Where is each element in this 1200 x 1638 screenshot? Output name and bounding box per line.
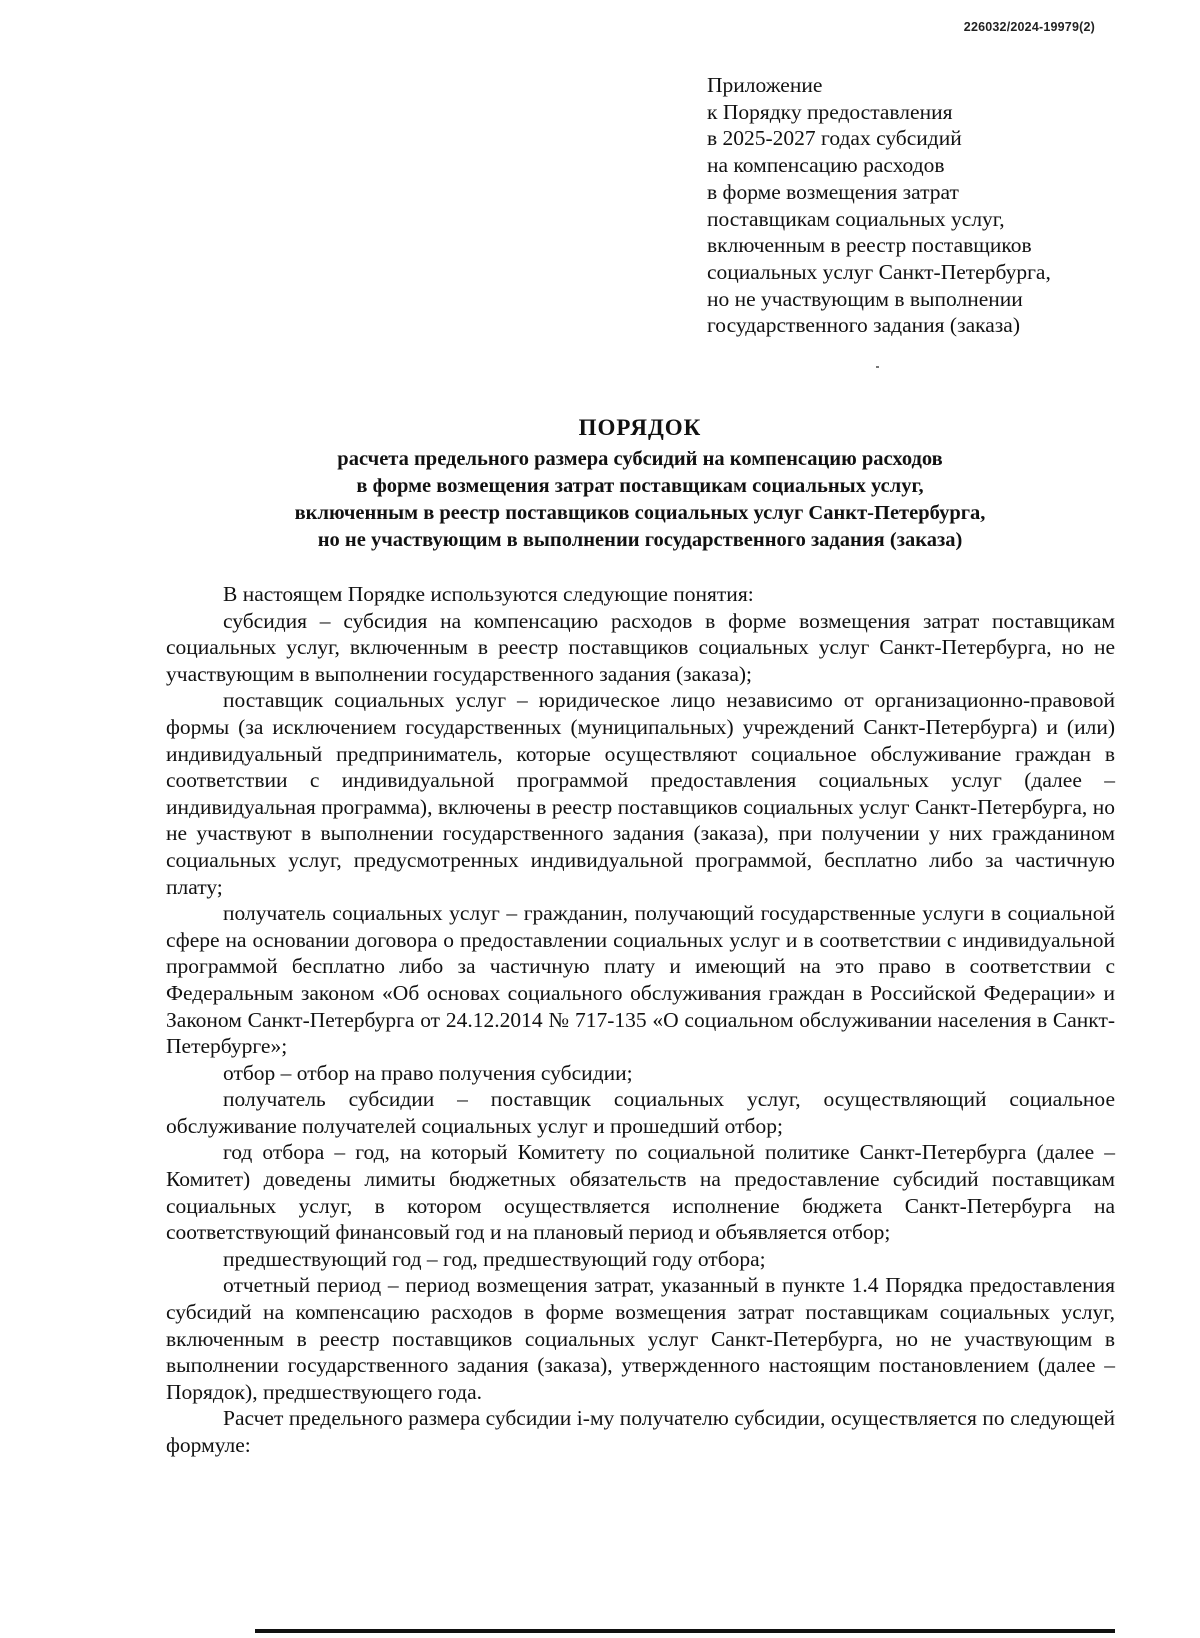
- body-paragraph: год отбора – год, на который Комитету по социальной политике Санкт-Петербурга (далее – Комитет) доведены лимиты бюджетных обязательств на предоставление субсидий поставщикам социальных услуг, в котором осуществляется исполнение бюджета Санкт-Петербурга на соответствующий финансовый год и на плановый период и объявляется отбор;: [166, 1140, 1115, 1245]
- body-paragraph: отбор – отбор на право получения субсидии;: [223, 1060, 633, 1085]
- body-paragraph: отчетный период – период возмещения затрат, указанный в пункте 1.4 Порядка предоставления субсидий на компенсацию расходов в форме возмещения затрат поставщикам социальных услуг, включенным в реестр поставщиков социальных услуг Санкт-Петербурга, но не участвующим в выполнении государственного задания (заказа), утвержденного настоящим постановлением (далее – Порядок), предшествующего года.: [166, 1273, 1115, 1404]
- document-body: [166, 581, 1115, 1459]
- appendix-line: на компенсацию расходов: [707, 153, 945, 178]
- body-paragraph: В настоящем Порядке используются следующие понятия:: [223, 582, 754, 606]
- document-subtitle: [0, 446, 1200, 554]
- document-title: ПОРЯДОК: [578, 415, 702, 440]
- appendix-line: в форме возмещения затрат: [707, 179, 959, 204]
- subtitle-line: включенным в реестр поставщиков социальных услуг Санкт-Петербурга,: [294, 502, 986, 524]
- subtitle-line: расчета предельного размера субсидий на компенсацию расходов: [337, 448, 943, 470]
- appendix-line: поставщикам социальных услуг,: [707, 206, 1005, 231]
- appendix-line: в 2025-2027 годах субсидий: [707, 126, 962, 151]
- appendix-line: социальных услуг Санкт-Петербурга,: [707, 259, 1051, 284]
- body-paragraph: получатель социальных услуг – гражданин, получающий государственные услуги в социальной сфере на основании договора о предоставлении социальных услуг и в соответствии с индивидуальной программой бесплатно либо за частичную плату и имеющий на это право в соответствии с Федеральным законом «Об основах социального обслуживания граждан в Российской Федерации» и Законом Санкт-Петербурга от 24.12.2014 № 717-135 «О социальном обслуживании населения в Санкт-Петербурге»;: [166, 901, 1115, 1059]
- body-paragraph: предшествующий год – год, предшествующий году отбора;: [223, 1246, 766, 1271]
- document-id: 226032/2024-19979(2): [963, 20, 1095, 34]
- page-bottom-rule: [255, 1629, 1115, 1633]
- subtitle-line: в форме возмещения затрат поставщикам социальных услуг,: [356, 475, 924, 497]
- body-paragraph: Расчет предельного размера субсидии i-му получателю субсидии, осуществляется по следующей формуле:: [166, 1406, 1115, 1457]
- scan-artifact: [876, 366, 879, 368]
- body-paragraph: получатель субсидии – поставщик социальных услуг, осуществляющий социальное обслуживание получателей социальных услуг и прошедший отбор;: [166, 1087, 1115, 1138]
- subtitle-line: но не участвующим в выполнении государственного задания (заказа): [317, 529, 963, 551]
- appendix-line: государственного задания (заказа): [707, 313, 1020, 338]
- appendix-line: к Порядку предоставления: [707, 99, 953, 124]
- body-paragraph: поставщик социальных услуг – юридическое лицо независимо от организационно-правовой формы (за исключением государственных (муниципальных) учреждений Санкт-Петербурга) и (или) индивидуальный предприниматель, которые осуществляют социальное обслуживание граждан в соответствии с индивидуальной программой предоставления социальных услуг (далее – индивидуальная программа), включены в реестр поставщиков социальных услуг Санкт-Петербурга, но не участвуют в выполнении государственного задания (заказа), при получении у них гражданином социальных услуг, предусмотренных индивидуальной программой, бесплатно либо за частичную плату;: [166, 688, 1115, 899]
- appendix-line: включенным в реестр поставщиков: [707, 233, 1032, 258]
- appendix-block: [707, 72, 1127, 339]
- appendix-line: Приложение: [707, 73, 823, 97]
- body-paragraph: субсидия – субсидия на компенсацию расходов в форме возмещения затрат поставщикам социальных услуг, включенным в реестр поставщиков социальных услуг Санкт-Петербурга, но не участвующим в выполнении государственного задания (заказа);: [166, 608, 1115, 686]
- appendix-line: но не участвующим в выполнении: [707, 286, 1023, 311]
